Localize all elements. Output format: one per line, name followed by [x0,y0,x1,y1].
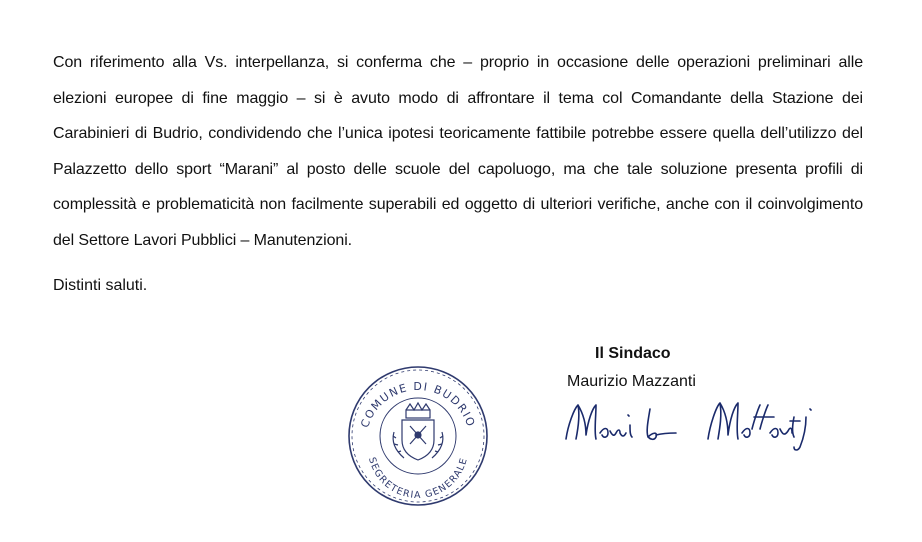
signatory-title: Il Sindaco [595,345,671,362]
stamp-bottom-text: SEGRETERIA GENERALE [366,456,470,502]
municipal-stamp [344,362,492,510]
body-paragraph: Con riferimento alla Vs. interpellanza, si conferma che – proprio in occasione delle operazioni preliminari alle elezioni europee di fine maggio – si è avuto modo di affrontare il tema col Comandante della Stazione dei Carabinieri di Budrio, condividendo che l’unica ipotesi teoricamente fattibile potrebbe essere quella dell’utilizzo del Palazzetto dello sport “Marani” al posto delle scuole del capoluogo, ma che tale soluzione presenta profili di complessità e problematicità non facilmente superabili ed oggetto di ulteriori verifiche, anche con il coinvolgimento del Settore Lavori Pubblici – Manutenzioni. [53,54,863,249]
closing-salutation: Distinti saluti. [53,277,148,294]
stamp-top-text: COMUNE DI BUDRIO [358,379,478,430]
coat-of-arms-icon [393,403,443,460]
signatory-name: Maurizio Mazzanti [567,373,696,390]
handwritten-signature [560,395,860,455]
